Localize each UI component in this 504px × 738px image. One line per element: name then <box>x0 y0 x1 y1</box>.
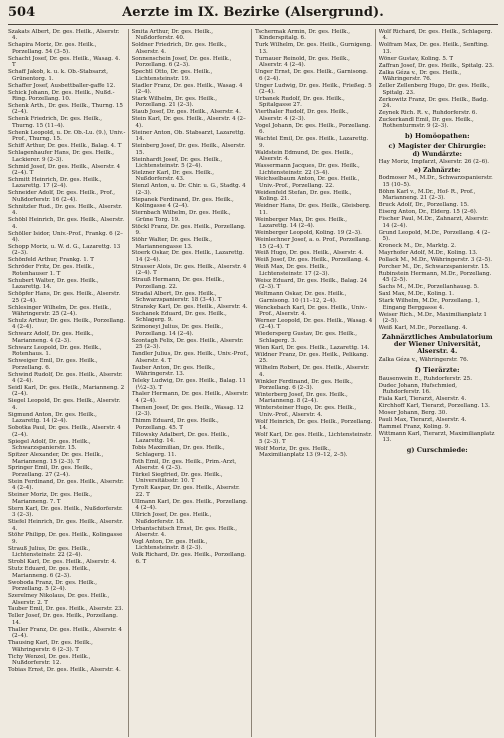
directory-entry: Turk Wilhelm, Dr. ges. Heilk., Gurnigeng. 13. <box>255 42 372 55</box>
directory-entry: Schöller Isidor, Univ.-Prof., Frankg. 6 (2–4). <box>8 230 123 244</box>
section-heading: g) Curschmiede: <box>406 445 468 454</box>
directory-entry: Zalka Géza v., Dr. ges. Heilk., Währingerstr. 76. <box>378 69 462 83</box>
directory-entry: Smita Arthur, Dr. ges. Heilk., Nußdorferstr. 40. <box>131 29 214 42</box>
directory-entry: Weinberger Max, Dr. ges. Heilk., Lazarettg. 14 (2–4). <box>255 216 348 230</box>
directory-entry: Steiner Anton, Ob. Stabsarzt, Lazarettg. 14. <box>131 129 246 143</box>
directory-column-2 <box>132 29 253 737</box>
directory-entry: Türkel Siegfried, Dr. ges. Heilk., Universitätsstr. 10. T <box>131 471 223 485</box>
directory-entry: Turnauer Reinold, Dr. ges. Heilk., Alserstr. 4 (2–4). <box>255 55 350 69</box>
directory-entry: Schiff Arthur, Dr. ges. Heilk., Balag. 4. T <box>8 143 122 150</box>
directory-entry: Tobis Maximilian, Dr. ges. Heilk., Schlagerg. 11. <box>131 445 225 458</box>
directory-entry: Stutz Eduard, Dr. ges. Heilk., Marianneng. 6 (2–3). <box>8 566 91 579</box>
directory-entry: Thimm Eduard, Dr. ges. Heilk., Porzellang. 45. T <box>131 418 219 431</box>
directory-entry: Schaffer Josef, Ausbettballer-gaffe 12. <box>8 82 116 89</box>
directory-entry: Seidl Karl, Dr. ges. Heilk., Marianneng. 2 (2–4). <box>8 385 125 398</box>
page-title: Aerzte im IX. Bezirke (Alsergrund). <box>122 5 384 20</box>
directory-entry: Swoboda Franz, Dr. ges. Heilk., Porzellang. 5 (2–4). <box>8 579 98 593</box>
directory-entry: Wolf Heinrich, Dr. ges. Heilk., Porzellang. 14. <box>255 418 373 432</box>
directory-entry: Schröder Fritz, Dr. ges. Heilk., Rotenhauser 1. T <box>8 264 95 277</box>
section-heading: c) Magister der Chirurgie: <box>388 141 486 150</box>
directory-entry: Weiß Karl, M.Dr., Porzellang. 4. <box>378 324 468 331</box>
directory-entry: Stein Ferdinand, Dr. ges. Heilk., Alserstr. 4 (2–4). <box>8 478 124 492</box>
directory-entry: Toth Emil, Dr. ges. Heilk., Prim.-Arzt, Alserstr. 4 (2–3). <box>131 458 237 471</box>
page-number: 504 <box>8 5 36 20</box>
directory-entry: Weiser Rich., M.Dr., Maximilianplatz 1 (2–5). <box>378 311 487 324</box>
directory-entry: Schöbl Heinrich, Dr. ges. Heilk., Alserstr. 4. <box>8 217 124 230</box>
directory-entry: Strobl Karl, Dr. ges. Heilk., Alserstr. 4. <box>8 559 117 566</box>
directory-entry: Schaff Jakob, k. u. k. Ob.-Stabsarzt, Grünentorg. 1. <box>8 69 109 82</box>
directory-entry: Szimoneyi Julius, Dr. ges. Heilk., Porzellang. 14 (2–4). <box>131 324 224 337</box>
directory-entry: Schulz Arthur, Dr. ges. Heilk., Porzellang. 4 (2–4). <box>8 317 126 331</box>
directory-entry: Weidenfeld Stefan, Dr. ges. Heilk., Koling. 21. <box>255 189 352 203</box>
directory-entry: Werner Leopold, Dr. ges. Heilk., Wasag. 4 (2–4). T <box>255 317 373 331</box>
directory-entry: Schmid Josef, Dr. ges. Heilk., Alserstr. 4 (2–4). T <box>8 163 121 177</box>
directory-entry: Schapira Moriz, Dr. ges. Heilk., Porzellang. 54 (3–5). <box>8 42 97 55</box>
directory-entry: Wildner Franz, Dr. ges. Heilk., Pelikang. 25. <box>255 351 369 365</box>
directory-entry: Tichy Wenzel, Dr. ges. Heilk., Nußdorferstr. 12. <box>8 653 91 667</box>
directory-entry: Urbantschitsch Ernst, Dr. ges. Heilk., Alserstr. 4. <box>131 525 237 538</box>
section-heading: f) Tierärzte: <box>415 365 460 374</box>
directory-entry: Teller Josef, Dr. ges. Heilk., Porzellang. 14. <box>8 613 118 626</box>
directory-entry: Waldstein Edmund, Dr. ges. Heilk., Alserstr. 4. <box>255 149 354 163</box>
directory-entry: Thaler Hermann, Dr. ges. Heilk., Alserstr. 4 (2–4). <box>131 391 249 404</box>
directory-entry: Wintersteiner Hugo, Dr. ges. Heilk., Univ.-Prof., Alserstr. 4. <box>255 405 357 418</box>
directory-entry: Wittmann Karl, Tierarzt, Maximilianplatz 13. <box>378 430 495 444</box>
directory-column-1 <box>8 29 129 737</box>
directory-entry: Schneider Adolf, Dr. ges. Heilk., Prof., Nußdorferstr. 16 (2–4). <box>8 190 116 203</box>
directory-entry: Stark Wilhelm, Dr. ges. Heilk., Porzellang. 21 (2–3). <box>131 96 217 109</box>
directory-entry: Schöpfer Hans, Dr. ges. Heilk., Alserstr. 25 (2–4). <box>8 291 121 304</box>
directory-entry: Schlesinger Wilhelm, Dr. ges. Heilk., Währingerstr. 25 (2–4). <box>8 304 112 318</box>
directory-entry: Zalka Géza v., Währingerstr. 76. <box>378 357 469 364</box>
directory-entry: Weichselbaum Anton, Dr. ges. Heilk., Univ.-Prof., Porzellang. 22. <box>255 176 360 189</box>
directory-entry: Szontagh Felix, Dr. ges. Heilk., Alserstr. 25 (2–3). <box>131 337 244 351</box>
directory-column-3 <box>255 29 376 737</box>
directory-entry: Pauli Max, Tierarzt, Alserstr. 4. <box>378 417 467 424</box>
directory-entry: Mayrhofer Adolf, M.Dr., Koling. 13. <box>378 249 478 256</box>
directory-entry: Fischer Paul, M.Dr., Zahnarzt, Alserstr. 14 (2–4). <box>378 216 489 229</box>
directory-entry: Stöckl Franz, Dr. ges. Heilk., Porzellang. 9. <box>131 223 246 237</box>
directory-entry: Vierthaler Rudolf, Dr. ges. Heilk., Alserstr. 4 (2–3). <box>255 109 349 122</box>
directory-entry: Steinberg Josef, Dr. ges. Heilk., Alserstr. 15. <box>131 143 246 156</box>
directory-entry: Stadler Franz, Dr. ges. Heilk., Wasag. 4 (2–4). <box>131 82 243 96</box>
directory-entry: Weltmann Oskar, Dr. ges. Heilk., Garnisong. 10 (11–12, 2–4). <box>255 291 347 304</box>
directory-entry: Porcher M., Dr., Schwarzspanierstr. 15. <box>378 263 490 270</box>
directory-entry: Wilhelm Robert, Dr. ges. Heilk., Alserstr. 4. <box>255 365 370 378</box>
directory-entry: Strauß Julius, Dr. ges. Heilk., Lichtensteinstr. 22 (2–4). <box>8 545 91 559</box>
directory-entry: Schwind Rudolf, Dr. ges. Heilk., Alserstr. 4 (2–4). <box>8 371 123 385</box>
directory-entry: Wöner Gustav, Koling. 5. T <box>378 55 454 62</box>
directory-entry: Sachs M., M.Dr., Porzellanhausg. 5. <box>378 284 479 291</box>
directory-entry: Thaller Franz, Dr. ges. Heilk., Alserstr. 4 (2–4). <box>8 626 122 640</box>
directory-entry: Steiner Moriz, Dr. ges. Heilk., Marianneng. 7. T <box>8 492 93 505</box>
directory-entry: Winkler Ferdinand, Dr. ges. Heilk., Porzellang. 6 (2–3). <box>255 378 353 392</box>
directory-entry: Schacht Josef, Dr. ges. Heilk., Wasag. 4. T <box>8 55 121 69</box>
directory-entry: Fiala Karl, Tierarzt, Alserstr. 4. <box>378 396 467 403</box>
directory-entry: Bodmoser M., M.Dr., Schwarzspanierstr. 15 (10–5). <box>378 175 493 188</box>
directory-entry: Wassermann Jacques, Dr. ges. Heilk., Lichtensteinstr. 22 (3–4). <box>255 163 360 176</box>
directory-entry: Tauber Emil, Dr. ges. Heilk., Alserstr. 23. <box>8 606 124 613</box>
directory-entry: Stepanek Ferdinand, Dr. ges. Heilk., Kolingasse 4 (2–4). <box>131 196 234 210</box>
section-heading: Zahnärztliches Ambulatorium der Wiener Universität, Alserstr. 4. <box>381 333 493 356</box>
directory-entry: Strasser Alois, Dr. ges. Heilk., Alserstr. 4 (2–4). T <box>131 263 247 277</box>
directory-entry: Sonnenschein Josef, Dr. ges. Heilk., Porzellang. 6 (2–3). <box>131 55 232 69</box>
directory-entry: Bausenwein E., Ruhdorferstr. 25. <box>378 375 472 382</box>
directory-entry: Kirchhoff Karl, Tierarzt, Porzellang. 13. <box>378 403 490 410</box>
directory-entry: Spitzer Alexander, Dr. ges. Heilk., Marianneng. 15 (2–3). T <box>8 452 104 465</box>
directory-entry: Weiß Josef, Dr. ges. Heilk., Porzellang. 4. <box>255 257 370 264</box>
directory-entry: Spiegel Adolf, Dr. ges. Heilk., Schwarzspanierstr. 15. <box>8 438 91 452</box>
page-header <box>8 4 498 25</box>
directory-entry: Unger Ludwig, Dr. ges. Heilk., Frießeg. 5 (2–4). <box>255 82 372 96</box>
directory-entry: Steinhardt Josef, Dr. ges. Heilk., Lichtensteinstr. 5 (2–4). <box>131 156 223 170</box>
directory-entry: Volk Richard, Dr. ges. Heilk., Porzellang. 6. T <box>131 552 246 565</box>
directory-entry: Schenk Leopold, u. Dr. Ob.-Lu. (9.), Univ.-Prof., Thurng. 15. <box>8 129 126 143</box>
directory-entry: Rubinstein Hermann, M.Dr., Porzellang. 45 (2–5). <box>378 270 492 284</box>
directory-entry: Urbanek Rudolf, Dr. ges. Heilk., Spitalgasse 27. <box>255 96 345 109</box>
directory-entry: Hay Moriz, Impfarzt, Alserstr. 26 (2–6). <box>378 159 490 166</box>
directory-entry: Sigmund Anton, Dr. ges. Heilk., Lazarettg. 14 (2–4). <box>8 411 97 425</box>
directory-columns <box>8 29 498 737</box>
directory-entry: Bruck Adolf, Dr., Porzellang. 15. <box>378 202 469 209</box>
directory-entry: Stenzl Anton, u. Dr. Chir. u. G., Stadtg. 4 (2–3). <box>131 183 246 196</box>
directory-entry: Schwarz Adolf, Dr. ges. Heilk., Marianneng. 4 (2–3). <box>8 331 94 344</box>
directory-entry: Zaffran Josef, Dr. ges. Heilk., Spitalg. 23. <box>378 62 494 69</box>
directory-entry: Stöhr Walter, Dr. ges. Heilk., Mariannengasse 13. <box>131 237 213 250</box>
directory-entry: Stransky Karl, Dr. ges. Heilk., Alserstr. 4. <box>131 304 248 311</box>
directory-entry: Stoerk Oskar, Dr. ges. Heilk., Lazarettg. 14 (2–4). <box>131 250 245 263</box>
directory-entry: Schenk Arth., Dr. ges. Heilk., Thurng. 15 (2–4). <box>8 102 123 116</box>
directory-entry: Tobias Ernst, Dr. ges. Heilk., Alserstr. 4. <box>8 667 121 674</box>
directory-entry: Wolf Moriz, Dr. ges. Heilk., Maximilianplatz 13 (9–12, 2–5). <box>255 445 348 459</box>
directory-entry: Stiefel Heinrich, Dr. ges. Heilk., Alserstr. 4. <box>8 519 124 532</box>
directory-entry: Siegel Leopold, Dr. ges. Heilk., Alserstr. 4. <box>8 398 121 411</box>
directory-entry: Zeynek Rich. R. v., Ruhdorferstr. 6. <box>378 109 478 116</box>
directory-entry: Szerelmey Nikolaus, Dr. ges. Heilk., Alserstr. 2. T <box>8 593 110 606</box>
directory-entry: Stelzner Karl, Dr. ges. Heilk., Nußdorferstr. 43. <box>131 170 214 183</box>
directory-entry: Wachtel Emil, Dr. ges. Heilk., Lazarettg. 9. <box>255 136 369 149</box>
directory-entry: Strauß Hermann, Dr. ges. Heilk., Porzellang. 22. <box>131 277 225 290</box>
directory-entry: Stark Wilhelm, M.Dr., Porzellang. 1, Eingang Berggasse 4. <box>378 298 480 311</box>
directory-entry: Dudec Johann, Hufschmied, Ruhdorferstr. 16. <box>378 382 457 396</box>
directory-column-4 <box>379 29 499 737</box>
directory-entry: Wiedersperg Gustav, Dr. ges. Heilk., Schlagerg. 3. <box>255 331 357 344</box>
directory-entry: Tauber Anton, Dr. ges. Heilk., Währingerstr. 13. <box>131 364 215 378</box>
directory-entry: Schmitt Heinrich, Dr. ges. Heilk., Lazarettg. 17 (2–4). <box>8 176 102 190</box>
directory-entry: Sobotka Paul, Dr. ges. Heilk., Alserstr. 4 (2–4). <box>8 425 121 438</box>
directory-entry: Vogel Johann, Dr. ges. Heilk., Porzellang. 6. <box>255 122 371 136</box>
directory-entry: Schnitzler Rud., Dr. ges. Heilk., Alserstr. 4. <box>8 203 123 217</box>
directory-entry: Schenk Friedrich, Dr. ges. Heilk., Thurng. 15 (11–4). <box>8 116 102 129</box>
directory-entry: Rammel Franz, Koling. 9. <box>378 423 451 430</box>
directory-entry: Schweiger Emil, Dr. ges. Heilk., Porzellang. 6. <box>8 358 98 371</box>
directory-entry: Eiserg Anton, Dr., Elderg. 15 (2–6). <box>378 209 478 216</box>
directory-entry: Wolf Karl, Dr. ges. Heilk., Lichtensteinstr. 5 (2–3). T <box>255 432 373 445</box>
directory-entry: Tyrolt Kaspar, Dr. ges. Heilk., Alserstr. 22. T <box>131 485 240 498</box>
directory-entry: Soldner Friedrich, Dr. ges. Heilk., Alserstr. 4. <box>131 42 227 55</box>
directory-entry: Spechtl Otto, Dr. ges. Heilk., Lichtensteinstr. 19. <box>131 69 213 82</box>
directory-entry: Wien Karl, Dr. ges. Heilk., Lazarettg. 14. <box>255 344 370 351</box>
directory-entry: Springer Emil, Dr. ges. Heilk., Porzellang. 27 (2–4). <box>8 465 93 478</box>
directory-entry: Suchanek Eduard, Dr. ges. Heilk., Schlagerg. 9. <box>131 311 227 324</box>
directory-entry: Thenen Josef, Dr. ges. Heilk., Wasag. 12 (2–3). <box>131 404 244 418</box>
directory-entry: Tillowsky Adalbert, Dr. ges. Heilk., Lazarettg. 14. <box>131 431 230 445</box>
directory-entry: Grund Leopold, M.Dr., Porzellang. 4 (2–5). <box>378 229 491 243</box>
directory-entry: Schopp Moriz, u. W. d. G., Lazarettg. 13 (2–3). <box>8 244 121 257</box>
directory-entry: Zeller Zellenberg Hugo, Dr. ges. Heilk., Spitalg. 23. <box>378 83 490 96</box>
directory-entry: Moser Johann, Berg. 30. <box>378 410 448 417</box>
directory-entry: Wolf Richard, Dr. ges. Heilk., Schlagerg. 4. <box>378 29 493 42</box>
directory-entry: Weiß Max, Dr. ges. Heilk., Lichtensteinstr. 17 (2–3). <box>255 264 330 277</box>
section-heading: b) Homöopathen: <box>404 131 470 140</box>
directory-entry: Kroneck M., Dr., Marktg. 2. <box>378 242 457 249</box>
directory-entry: Vogl Anton, Dr. ges. Heilk., Lichtensteinstr. 8 (2–3). <box>131 538 208 552</box>
directory-entry: Weinberger Leopold, Koling. 19 (2–3). <box>255 230 362 237</box>
directory-entry: Weisz Eduard, Dr. ges. Heilk., Balag. 24 (2–3). T <box>255 277 368 291</box>
directory-entry: Szakats Albert, Dr. ges. Heilk., Alserstr. 4. <box>8 29 120 42</box>
directory-entry: Tschermak Armin, Dr. ges. Heilk., Kinderspitalg. 6. <box>255 29 351 42</box>
directory-entry: Weiß Hugo, Dr. ges. Heilk., Alserstr. 4. <box>255 250 364 257</box>
directory-entry: Böhm Karl v., M.Dr., Hof- R., Prof., Marianneng. 21 (2–3). <box>378 188 476 202</box>
directory-entry: Weinlechner Josef, a. o. Prof., Porzellang. 15 (2–4). T <box>255 237 371 250</box>
directory-entry: Tandler Julius, Dr. ges. Heilk., Univ.-Prof., Alserstr. 4. T <box>131 351 249 364</box>
directory-entry: Staub Josef, Dr. ges. Heilk., Alserstr. 4. <box>131 109 241 116</box>
directory-entry: Wenckebach Karl, Dr. ges. Heilk., Univ.-Prof., Alserstr. 4. <box>255 304 368 318</box>
directory-entry: Teleky Ludwig, Dr. ges. Heilk., Balag. 11 (½2–3). T <box>131 378 246 391</box>
directory-entry: Ullrich Josef, Dr. ges. Heilk., Nußdorferstr. 18. <box>131 512 212 525</box>
directory-entry: Stern Karl, Dr. ges. Heilk., Nußdorferstr. 3 (2–3). <box>8 505 123 519</box>
directory-entry: Thausing Karl, Dr. ges. Heilk., Währingerstr. 6 (2–3). T <box>8 640 93 653</box>
directory-entry: Stöhr Philipp, Dr. ges. Heilk., Kolingasse 9. <box>8 532 123 545</box>
directory-entry: Weidner Hans, Dr. ges. Heilk., Gleisberg. 11. <box>255 203 371 216</box>
directory-entry: Wolfram Max, Dr. ges. Heilk., Senfting. 13. <box>378 42 489 55</box>
directory-entry: Schönfeld Arthur, Frankg. 1. T <box>8 257 94 264</box>
directory-entry: Saxl Max, M.Dr., Koling. 1. <box>378 291 454 298</box>
directory-entry: Stein Karl, Dr. ges. Heilk., Alserstr. 4 (2–4). <box>131 116 246 129</box>
directory-entry: Zuckerkandl Emil, Dr. ges. Heilk., Rothenturmstr. 9 (2–3). <box>378 116 474 130</box>
directory-entry: Sternbach Wilhelm, Dr. ges. Heilk., Grüne Torg. 19. <box>131 210 231 223</box>
directory-entry: Pollack M., M.Dr., Währingerstr. 3 (2–5). <box>378 256 493 263</box>
directory-entry: Ullmann Karl, Dr. ges. Heilk., Porzellang. 4 (2–4). <box>131 498 248 512</box>
directory-entry: Schlagenhaufer Hans, Dr. ges. Heilk., Lackierer. 9 (2–3). <box>8 150 115 163</box>
subsection-heading: d) Wundärzte: <box>412 150 462 158</box>
subsection-heading: e) Zahnärzte: <box>414 166 461 174</box>
directory-entry: Schwarz Leopold, Dr. ges. Heilk., Rotenhaus. 1. <box>8 344 102 358</box>
directory-entry: Winterberg Josef, Dr. ges. Heilk., Marianneng. 8 (2–4). <box>255 391 348 405</box>
directory-entry: Unger Ernst, Dr. ges. Heilk., Garnisong. 6 (2–4). <box>255 69 368 82</box>
directory-entry: Schubert Walter, Dr. ges. Heilk., Lazarettg. 14. <box>8 277 99 291</box>
directory-entry: Zerkowitz Franz, Dr. ges. Heilk., Badg. 24. <box>378 96 489 109</box>
directory-entry: Schick Johann, Dr. ges. Heilk., Nußd.-Ring. Porzellang. 10. <box>8 89 115 103</box>
directory-entry: Stradal Albert, Dr. ges. Heilk., Schwarzspanierstr. 18 (3–4). T <box>131 290 222 304</box>
